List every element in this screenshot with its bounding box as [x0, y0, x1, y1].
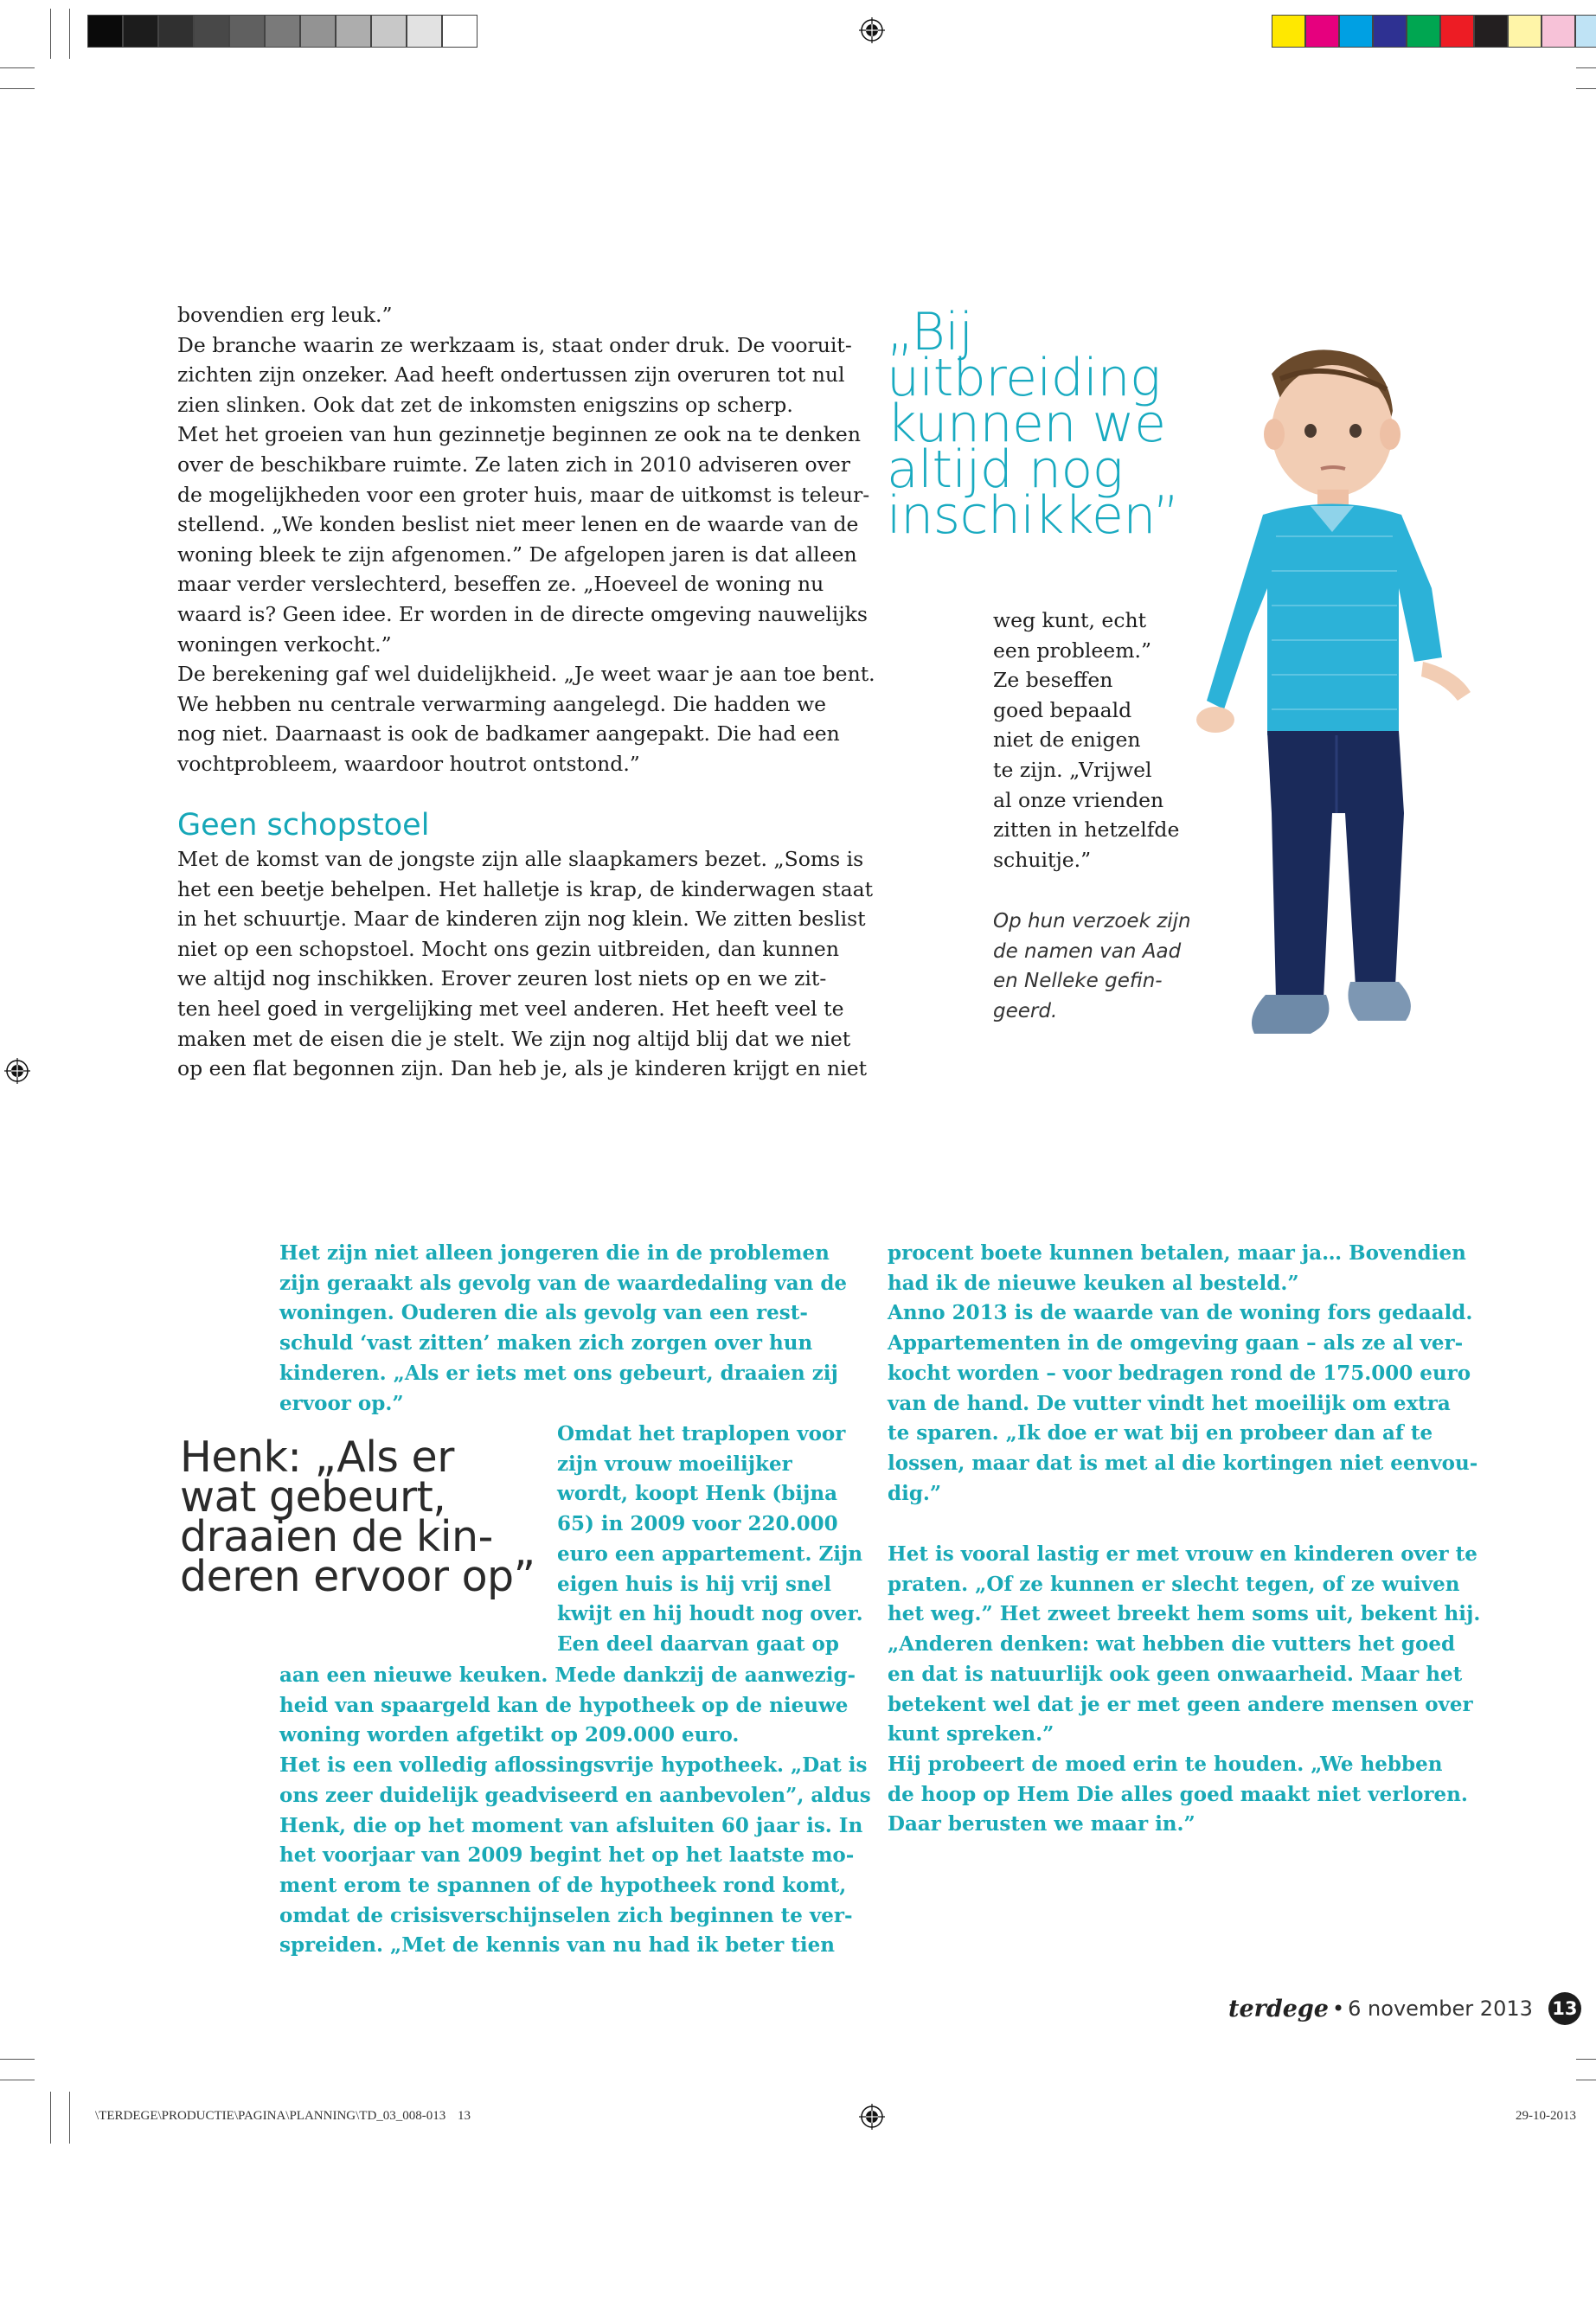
crop-mark [50, 2092, 51, 2144]
text-line: euro een appartement. Zijn [557, 1541, 863, 1566]
color-swatch [1339, 15, 1373, 48]
pull-quote [887, 302, 1180, 546]
color-swatch [229, 15, 265, 48]
text-line: eigen huis is hij vrij snel [557, 1572, 832, 1596]
toddler-photo [1172, 329, 1484, 1099]
text-line: kwijt en hij houdt nog over. [557, 1602, 863, 1626]
text-line: ten heel goed in vergelijking met veel anderen. Het heeft veel te [177, 996, 844, 1021]
slug-page: 13 [458, 2109, 471, 2123]
text-line: Ze beseffen [993, 668, 1113, 693]
text-line: de hoop op Hem Die alles goed maakt niet verloren. [888, 1782, 1468, 1806]
text-line: De berekening gaf wel duidelijkheid. „Je weet waar je aan toe bent. [177, 662, 875, 687]
text-line: het voorjaar van 2009 begint het op het laatste mo- [279, 1843, 855, 1868]
text-line: ervoor op.” [279, 1391, 404, 1415]
footer-bullet: • [1332, 1997, 1345, 2021]
text-line: Een deel daarvan gaat op [557, 1631, 839, 1656]
color-swatch [442, 15, 478, 48]
color-swatch [1272, 15, 1305, 48]
text-line: ons zeer duidelijk geadviseerd en aanbevolen”, aldus [279, 1783, 871, 1807]
section-heading: Geen schopstoel [177, 808, 430, 843]
article-section [177, 844, 873, 1084]
text-line: schuld ‘vast zitten’ maken zich zorgen over hun [279, 1331, 813, 1356]
pull-quote-line: inschikken” [887, 485, 1180, 546]
text-line: woning worden afgetikt op 209.000 euro. [279, 1723, 740, 1747]
text-line: procent boete kunnen betalen, maar ja… Bovendien [888, 1241, 1466, 1265]
text-line: Het zijn niet alleen jongeren die in de problemen [279, 1241, 830, 1265]
text-line: niet de enigen [993, 727, 1141, 753]
text-line: over de beschikbare ruimte. Ze laten zich in 2010 adviseren over [177, 452, 851, 477]
text-line: waard is? Geen idee. Er worden in de directe omgeving nauwelijks [177, 601, 868, 626]
text-line: in het schuurtje. Maar de kinderen zijn nog klein. We zitten beslist [177, 907, 866, 932]
text-line: ment erom te spannen of de hypotheek rond komt, [279, 1873, 847, 1897]
text-line: De branche waarin ze werkzaam is, staat onder druk. De vooruit- [177, 332, 852, 357]
text-line: we altijd nog inschikken. Erover zeuren lost niets op en we zit- [177, 966, 827, 991]
text-line: woningen. Ouderen die als gevolg van een rest- [279, 1301, 808, 1325]
henk-intro [279, 1239, 847, 1419]
henk-right-text-b [888, 1540, 1480, 1840]
text-line: kinderen. „Als er iets met ons gebeurt, draaien zij [279, 1361, 838, 1385]
text-line: praten. „Of ze kunnen er slecht tegen, of ze wuiven [888, 1572, 1460, 1596]
crop-mark [0, 88, 35, 89]
color-swatch [87, 15, 123, 48]
text-line: een probleem.” [993, 638, 1151, 663]
text-line: Omdat het traplopen voor [557, 1422, 846, 1445]
color-swatch [1440, 15, 1474, 48]
side-column-text [993, 606, 1179, 875]
text-line: Appartementen in de omgeving gaan – als ze al ver- [888, 1331, 1464, 1356]
registration-mark-icon [859, 2104, 885, 2130]
text-line: heid van spaargeld kan de hypotheek op de nieuwe [279, 1693, 849, 1717]
henk-pull-quote [180, 1433, 535, 1601]
text-line: goed bepaald [993, 697, 1132, 722]
text-line: Met de komst van de jongste zijn alle slaapkamers bezet. „Soms is [177, 847, 864, 871]
color-swatch [1508, 15, 1542, 48]
text-line: 65) in 2009 voor 220.000 [557, 1512, 838, 1536]
text-line: had ik de nieuwe keuken al besteld.” [888, 1271, 1299, 1295]
text-line: kocht worden – voor bedragen rond de 175.000 euro [888, 1361, 1471, 1385]
article-intro [177, 300, 875, 779]
text-line: al onze vrienden [993, 787, 1164, 812]
pull-quote-line: kunnen we [887, 394, 1166, 454]
page-footer [1228, 1991, 1581, 2026]
color-swatch [1373, 15, 1407, 48]
text-line: het weg.” Het zweet breekt hem soms uit, bekent hij. [888, 1602, 1481, 1626]
registration-mark-icon [4, 1058, 30, 1084]
text-line: bovendien erg leuk.” [177, 303, 393, 327]
color-swatch [1542, 15, 1575, 48]
pull-quote-line: draaien de kin- [180, 1512, 493, 1561]
text-line: op een flat begonnen zijn. Dan heb je, als je kinderen krijgt en niet [177, 1056, 868, 1081]
pull-quote-line: Henk: „Als er [180, 1433, 454, 1482]
text-line: woning bleek te zijn afgenomen.” De afgelopen jaren is dat alleen [177, 542, 857, 567]
text-line: „Anderen denken: wat hebben die vutters het goed [888, 1632, 1456, 1657]
issue-date: 6 november 2013 [1348, 1997, 1533, 2021]
text-line: maar verder verslechterd, beseffen ze. „Hoeveel de woning nu [177, 572, 824, 597]
text-line: Hij probeert de moed erin te houden. „We hebben [888, 1752, 1443, 1776]
pull-quote-line: „Bij [887, 302, 973, 362]
color-swatch [1305, 15, 1339, 48]
slug-path: \TERDEGE\PRODUCTIE\PAGINA\PLANNING\TD_03_008-013 [95, 2109, 446, 2123]
text-line: vochtprobleem, waardoor houtrot ontstond.” [177, 751, 640, 776]
pull-quote-line: wat gebeurt, [180, 1472, 446, 1522]
text-line: stellend. „We konden beslist niet meer lenen en de waarde van de [177, 512, 859, 537]
text-line: lossen, maar dat is met al die kortingen niet eenvou- [888, 1451, 1478, 1475]
color-swatch [371, 15, 407, 48]
text-line: We hebben nu centrale verwarming aangelegd. Die hadden we [177, 691, 827, 716]
text-line: weg kunt, echt [993, 608, 1147, 632]
color-swatch [336, 15, 371, 48]
crop-mark [69, 9, 70, 59]
slug-date: 29-10-2013 [1516, 2109, 1576, 2123]
production-slug [95, 2109, 471, 2124]
caption-line: de namen van Aad [993, 939, 1182, 963]
caption-line: en Nelleke gefin- [993, 970, 1163, 993]
text-line: en dat is natuurlijk ook geen onwaarheid. Maar het [888, 1662, 1463, 1686]
crop-mark [50, 9, 51, 59]
caption-line: geerd. [993, 999, 1058, 1022]
text-line: nog niet. Daarnaast is ook de badkamer aangepakt. Die had een [177, 721, 840, 747]
text-line: van de hand. De vutter vindt het moeilijk om extra [888, 1391, 1451, 1415]
text-line: zichten zijn onzeker. Aad heeft ondertussen zijn overuren tot nul [177, 362, 845, 388]
text-line: de mogelijkheden voor een groter huis, maar de uitkomst is teleur- [177, 482, 870, 507]
text-line: Het is vooral lastig er met vrouw en kinderen over te [888, 1542, 1477, 1566]
text-line: zitten in hetzelfde [993, 817, 1180, 843]
crop-mark [0, 2059, 35, 2060]
text-line: te sparen. „Ik doe er wat bij en probeer dan af te [888, 1421, 1433, 1445]
registration-mark-icon [859, 17, 885, 43]
text-line: Met het groeien van hun gezinnetje beginnen ze ook na te denken [177, 422, 861, 447]
color-swatch [407, 15, 442, 48]
text-line: wordt, koopt Henk (bijna [557, 1482, 837, 1506]
crop-mark [0, 67, 35, 68]
pull-quote-line: altijd nog [887, 439, 1124, 500]
text-line: zijn vrouw moeilijker [557, 1452, 792, 1476]
crop-mark [1576, 2059, 1596, 2060]
henk-right-text-a [888, 1239, 1477, 1509]
henk-wide-text [279, 1661, 871, 1961]
pull-quote-line: deren ervoor op” [180, 1552, 535, 1601]
color-swatch [300, 15, 336, 48]
caption-line: Op hun verzoek zijn [993, 910, 1191, 933]
color-swatch [194, 15, 229, 48]
crop-mark [69, 2092, 70, 2144]
color-swatch [265, 15, 300, 48]
text-line: Het is een volledig aflossingsvrije hypotheek. „Dat is [279, 1753, 868, 1778]
color-swatch [1407, 15, 1440, 48]
text-line: kunt spreken.” [888, 1722, 1054, 1747]
text-line: te zijn. „Vrijwel [993, 757, 1152, 782]
crop-mark [1576, 88, 1596, 89]
text-line: zien slinken. Ook dat zet de inkomsten enigszins op scherp. [177, 392, 793, 417]
text-line: woningen verkocht.” [177, 631, 392, 657]
text-line: schuitje.” [993, 847, 1092, 872]
text-line: Henk, die op het moment van afsluiten 60 jaar is. In [279, 1813, 863, 1837]
color-swatch [1474, 15, 1508, 48]
text-line: Anno 2013 is de waarde van de woning fors gedaald. [888, 1301, 1473, 1325]
text-line: aan een nieuwe keuken. Mede dankzij de aanwezig- [279, 1663, 856, 1687]
text-line: zijn geraakt als gevolg van de waardedaling van de [279, 1271, 848, 1295]
crop-mark [1576, 67, 1596, 68]
photo-caption [993, 907, 1191, 1026]
magazine-brand: terdege [1228, 1995, 1329, 2022]
page-number-badge: 13 [1548, 1992, 1581, 2025]
color-swatch [1575, 15, 1596, 48]
text-line: het een beetje behelpen. Het halletje is krap, de kinderwagen staat [177, 876, 874, 901]
text-line: dig.” [888, 1481, 942, 1505]
text-line: niet op een schopstoel. Mocht ons gezin uitbreiden, dan kunnen [177, 936, 839, 961]
color-swatch [123, 15, 158, 48]
text-line: omdat de crisisverschijnselen zich beginnen te ver- [279, 1903, 853, 1927]
text-line: Daar berusten we maar in.” [888, 1812, 1195, 1836]
henk-narrow-text [557, 1420, 863, 1660]
pull-quote-line: uitbreiding [887, 348, 1161, 408]
text-line: betekent wel dat je er met geen andere mensen over [888, 1692, 1473, 1716]
text-line: maken met de eisen die je stelt. We zijn nog altijd blij dat we niet [177, 1026, 851, 1051]
color-swatch [158, 15, 194, 48]
text-line: spreiden. „Met de kennis van nu had ik beter tien [279, 1933, 836, 1958]
